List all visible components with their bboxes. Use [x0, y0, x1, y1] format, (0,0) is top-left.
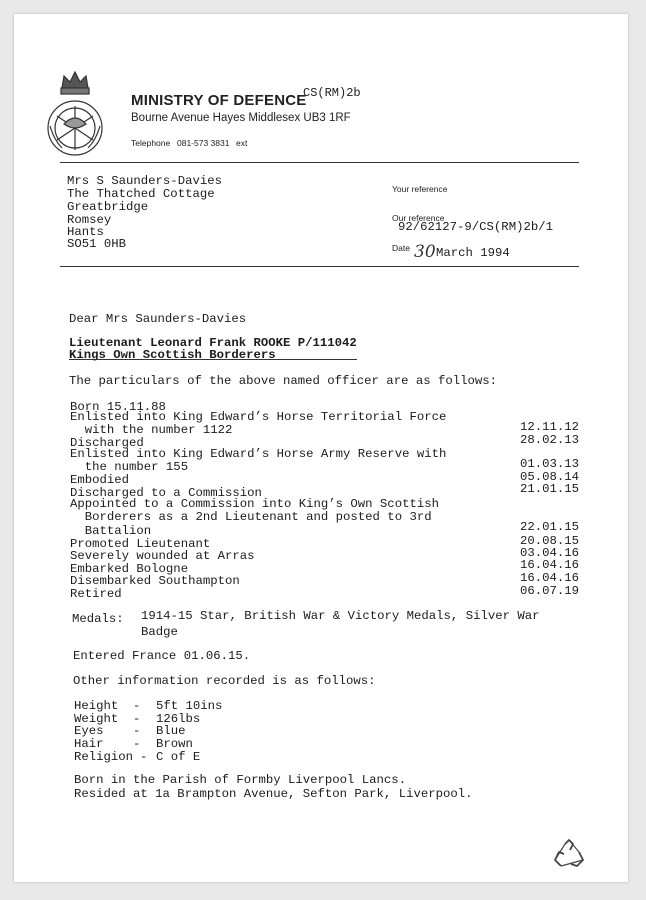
- physical-value: 126lbs: [156, 712, 201, 726]
- header-divider: [60, 162, 579, 163]
- record-date: 03.04.16: [520, 546, 580, 560]
- salutation: Dear Mrs Saunders-Davies: [69, 312, 247, 326]
- record-date: 21.01.15: [520, 482, 580, 496]
- physical-label: Eyes: [74, 724, 104, 738]
- physical-label: Religion: [74, 750, 134, 764]
- other-info-intro: Other information recorded is as follows:: [73, 674, 376, 688]
- record-date: 01.03.13: [520, 457, 580, 471]
- record-line: Retired: [70, 587, 122, 601]
- subject-line-1: Lieutenant Leonard Frank ROOKE P/111042: [69, 336, 357, 350]
- org-address: Bourne Avenue Hayes Middlesex UB3 1RF: [131, 112, 351, 124]
- recipient-line: Hants: [67, 225, 104, 239]
- physical-dash: -: [133, 724, 141, 738]
- our-reference-value: 92/62127-9/CS(RM)2b/1: [398, 220, 553, 234]
- address-divider: [60, 266, 579, 267]
- record-date: 16.04.16: [520, 571, 580, 585]
- record-line: Battalion: [70, 524, 152, 538]
- record-line: Born 15.11.88: [70, 400, 166, 414]
- subject-underline: [69, 359, 357, 360]
- record-date: 05.08.14: [520, 470, 580, 484]
- recipient-line: Greatbridge: [67, 200, 149, 214]
- date-day-handwritten: 30: [414, 242, 436, 262]
- physical-value: Brown: [156, 737, 193, 751]
- record-line: Severely wounded at Arras: [70, 549, 255, 563]
- physical-dash: -: [133, 737, 141, 751]
- record-line: Borderers as a 2nd Lieutenant and posted to 3rd: [70, 510, 432, 524]
- record-line: Enlisted into King Edward’s Horse Territorial Force: [70, 410, 447, 424]
- medals-label: Medals:: [72, 612, 124, 626]
- record-line: Embarked Bologne: [70, 562, 189, 576]
- entered-france: Entered France 01.06.15.: [73, 649, 251, 663]
- record-date: 12.11.12: [520, 420, 580, 434]
- record-line: Promoted Lieutenant: [70, 537, 211, 551]
- physical-value: 5ft 10ins: [156, 699, 223, 713]
- record-date: 16.04.16: [520, 558, 580, 572]
- medals-line-1: 1914-15 Star, British War & Victory Medals, Silver War: [141, 609, 540, 623]
- physical-value: C of E: [156, 750, 201, 764]
- recipient-line: Romsey: [67, 213, 112, 227]
- intro-text: The particulars of the above named officer are as follows:: [69, 374, 498, 388]
- residence: Resided at 1a Brampton Avenue, Sefton Park, Liverpool.: [74, 787, 473, 801]
- date-label: Date: [392, 243, 410, 253]
- physical-label: Height: [74, 699, 119, 713]
- date-month-year: March 1994: [436, 246, 510, 260]
- telephone-number: 081-573 3831: [177, 138, 230, 148]
- record-line: Discharged: [70, 436, 144, 450]
- recipient-line: Mrs S Saunders-Davies: [67, 174, 222, 188]
- physical-label: Hair: [74, 737, 104, 751]
- physical-dash: -: [140, 750, 148, 764]
- physical-label: Weight: [74, 712, 119, 726]
- physical-dash: -: [133, 699, 141, 713]
- record-line: the number 155: [70, 460, 189, 474]
- your-reference-label: Your reference: [392, 184, 448, 194]
- record-date: 06.07.19: [520, 584, 580, 598]
- physical-dash: -: [133, 712, 141, 726]
- birthplace: Born in the Parish of Formby Liverpool Lancs.: [74, 773, 407, 787]
- recipient-line: SO51 0HB: [67, 237, 127, 251]
- record-line: Discharged to a Commission: [70, 486, 262, 500]
- record-line: Embodied: [70, 473, 130, 487]
- royal-crest-icon: [44, 66, 106, 162]
- record-date: 20.08.15: [520, 534, 580, 548]
- subject-line-2: Kings Own Scottish Borderers: [69, 348, 276, 362]
- record-date: 22.01.15: [520, 520, 580, 534]
- record-line: Appointed to a Commission into King’s Own Scottish: [70, 497, 439, 511]
- medals-line-2: Badge: [141, 625, 178, 639]
- branch-code: CS(RM)2b: [303, 86, 361, 100]
- our-reference-label: Our reference: [392, 213, 445, 223]
- recycle-icon: [552, 838, 586, 872]
- record-line: Enlisted into King Edward’s Horse Army Reserve with: [70, 447, 447, 461]
- physical-value: Blue: [156, 724, 186, 738]
- record-date: 28.02.13: [520, 433, 580, 447]
- telephone-ext-label: ext: [236, 138, 248, 148]
- record-line: Disembarked Southampton: [70, 574, 240, 588]
- recipient-line: The Thatched Cottage: [67, 187, 215, 201]
- org-name: MINISTRY OF DEFENCE: [131, 92, 307, 109]
- record-line: with the number 1122: [70, 423, 233, 437]
- telephone-label: Telephone: [131, 138, 171, 148]
